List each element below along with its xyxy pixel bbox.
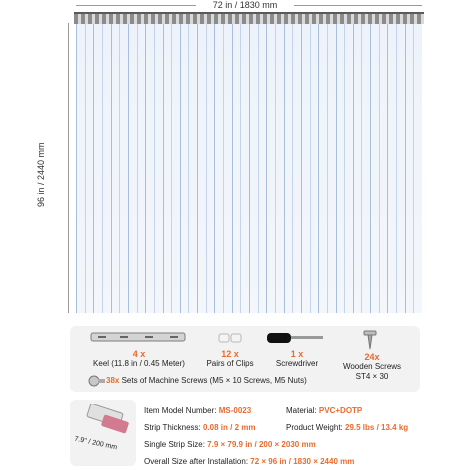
strip-edge: [85, 23, 86, 313]
strip-edge: [396, 23, 397, 313]
strip-edge: [318, 23, 319, 313]
strip-edge: [266, 23, 267, 313]
mounting-rail: [74, 12, 424, 24]
clips-icon: [217, 331, 243, 345]
strip-edge: [188, 23, 189, 313]
strip-edge: [301, 23, 302, 313]
strip-thumbnail-icon: [82, 404, 134, 440]
machine-screws-row: 38x Sets of Machine Screws (M5 × 10 Screws, M5 Nuts): [106, 376, 307, 385]
strip-edge: [128, 23, 129, 313]
accessory-clips: 12 x Pairs of Clips: [206, 349, 254, 368]
strip-edge: [223, 23, 224, 313]
strip-edge: [232, 23, 233, 313]
strip-edge: [137, 23, 138, 313]
spec-model: Item Model Number: MS-0023: [144, 406, 252, 415]
spec-strip-size: Single Strip Size: 7.9 × 79.9 in / 200 × 2030 mm: [144, 440, 316, 449]
width-dimension-label: 72 in / 1830 mm: [212, 0, 278, 10]
strip-edge: [405, 23, 406, 313]
strip-edge: [240, 23, 241, 313]
strip-edge: [370, 23, 371, 313]
spec-thickness: Strip Thickness: 0.08 in / 2 mm: [144, 423, 256, 432]
accessory-wood-screws: 24x Wooden Screws ST4 × 30: [342, 352, 402, 381]
strip-edge: [171, 23, 172, 313]
accessory-screwdriver: 1 x Screwdriver: [275, 349, 319, 368]
width-dimension-line-right: [294, 5, 422, 6]
strip-edge: [163, 23, 164, 313]
wood-screw-icon: [362, 330, 378, 350]
strip-edge: [180, 23, 181, 313]
strip-edge: [102, 23, 103, 313]
strip-edge: [76, 23, 77, 313]
strip-edge: [93, 23, 94, 313]
strip-edge: [119, 23, 120, 313]
strip-edge: [284, 23, 285, 313]
width-dimension-line-left: [76, 5, 196, 6]
height-dimension-line: [68, 23, 69, 313]
strip-edge: [249, 23, 250, 313]
strip-edge: [258, 23, 259, 313]
strip-edge: [327, 23, 328, 313]
strip-edge: [292, 23, 293, 313]
strip-edge: [336, 23, 337, 313]
strip-edge: [310, 23, 311, 313]
spec-material: Material: PVC+DOTP: [286, 406, 363, 415]
strip-edge: [111, 23, 112, 313]
strip-edge: [344, 23, 345, 313]
strip-edge: [154, 23, 155, 313]
strip-size-label: 7.9" / 200 mm: [73, 435, 118, 452]
strip-edge: [197, 23, 198, 313]
strip-edge: [214, 23, 215, 313]
spec-overall-size: Overall Size after Installation: 72 × 96 in / 1830 × 2440 mm: [144, 457, 355, 466]
spec-weight: Product Weight: 29.5 lbs / 13.4 kg: [286, 423, 409, 432]
curtain-strips: [76, 23, 422, 313]
keel-icon: [90, 330, 186, 344]
strip-edge: [206, 23, 207, 313]
screwdriver-icon: [266, 330, 326, 346]
strip-edge: [387, 23, 388, 313]
height-dimension-label: 96 in / 2440 mm: [36, 139, 46, 210]
strip-edge: [379, 23, 380, 313]
accessory-keel: 4 x Keel (11.8 in / 0.45 Meter): [93, 349, 185, 368]
machine-screw-icon: [88, 374, 106, 388]
strip-edge: [353, 23, 354, 313]
strip-edge: [145, 23, 146, 313]
strip-edge: [361, 23, 362, 313]
strip-edge: [413, 23, 414, 313]
strip-edge: [275, 23, 276, 313]
